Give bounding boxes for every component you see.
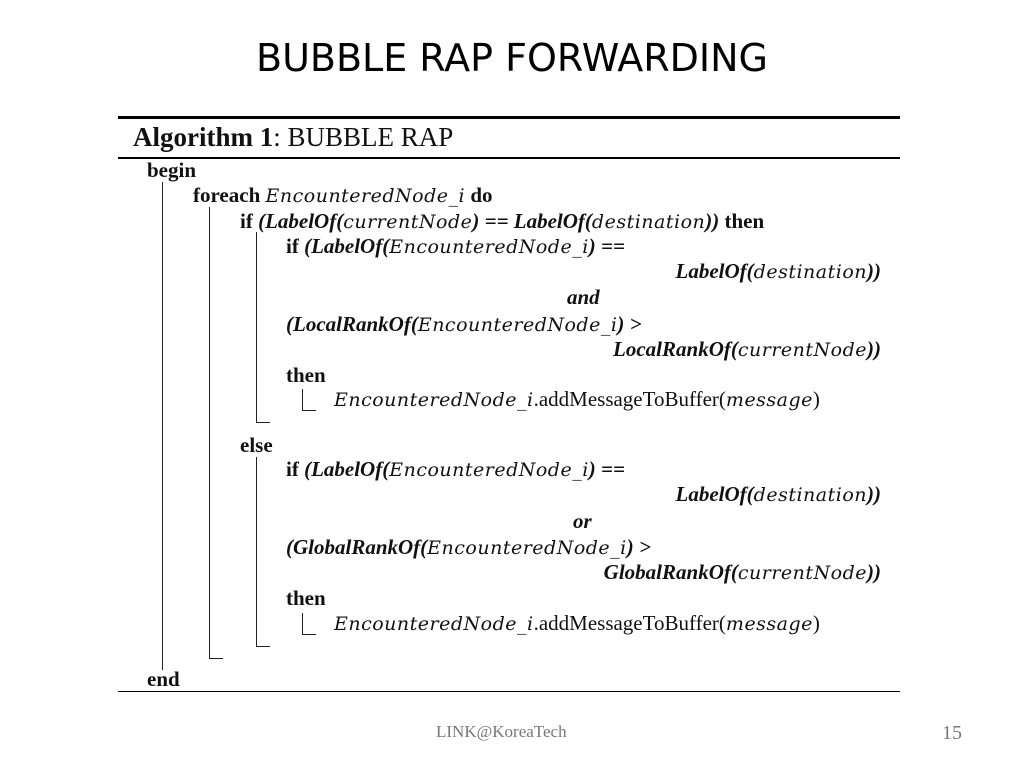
foreach-block-line — [209, 207, 210, 658]
cond-part: LocalRankOf( — [613, 337, 738, 361]
line-then-2 — [286, 586, 326, 610]
cond-part: ) == — [588, 234, 625, 258]
algorithm-colon: : — [273, 122, 281, 152]
kw-end: end — [147, 667, 180, 691]
line-globalrank-current — [604, 560, 881, 585]
var-encountered-node: EncounteredNode_i — [334, 613, 534, 635]
kw-else: else — [240, 433, 273, 457]
kw-if: if — [286, 234, 299, 258]
cond-part: (LabelOf( — [304, 234, 390, 258]
algorithm-label: Algorithm 1 — [133, 122, 274, 152]
var-current-node: currentNode — [343, 211, 473, 233]
kw-foreach: foreach — [193, 183, 261, 207]
inner-then-1-end — [302, 410, 316, 411]
kw-begin: begin — [147, 158, 197, 182]
cond-part: (LabelOf( — [304, 457, 390, 481]
var-message: message — [725, 613, 813, 635]
cond-part: (GlobalRankOf( — [286, 535, 428, 559]
inner-then-2-end — [302, 634, 316, 635]
line-inner-if-1 — [286, 234, 625, 259]
kw-then: then — [286, 586, 326, 610]
else-block-end — [256, 646, 270, 647]
algorithm-header-rule — [118, 157, 900, 159]
cond-part: LabelOf( — [675, 259, 754, 283]
cond-part: )) — [705, 209, 720, 233]
inner-then-2-line — [302, 613, 303, 634]
cond-part: ) == — [588, 457, 625, 481]
var-encountered-node: EncounteredNode_i — [334, 389, 534, 411]
foreach-block-end — [209, 658, 223, 659]
cond-part: LabelOf( — [675, 482, 754, 506]
algorithm-bottom-rule — [118, 691, 900, 692]
line-globalrank-encountered — [286, 535, 651, 560]
line-localrank-encountered — [286, 312, 642, 337]
inner-then-1-line — [302, 389, 303, 410]
cond-part: ) > — [617, 312, 642, 336]
var-encountered-node: EncounteredNode_i — [265, 185, 466, 207]
line-else — [240, 433, 273, 457]
slide-title: BUBBLE RAP FORWARDING — [256, 36, 768, 80]
var-current-node: currentNode — [737, 562, 867, 584]
var-encountered-node: EncounteredNode_i — [389, 459, 589, 481]
line-localrank-current — [613, 337, 881, 362]
kw-do: do — [470, 183, 493, 207]
var-current-node: currentNode — [737, 339, 867, 361]
var-destination: destination — [591, 211, 706, 233]
line-if-label-current — [240, 209, 764, 234]
then-block-line — [256, 232, 257, 422]
kw-then: then — [724, 209, 765, 233]
kw-then: then — [286, 363, 326, 387]
algorithm-header — [133, 119, 453, 155]
op-or: or — [573, 509, 592, 533]
line-add-message-2 — [334, 611, 820, 636]
footer-text: LINK@KoreaTech — [436, 722, 567, 741]
op-and: and — [567, 285, 600, 309]
then-block-end — [256, 422, 270, 423]
else-block-line — [256, 457, 257, 646]
algorithm-name: BUBBLE RAP — [287, 122, 454, 152]
kw-if: if — [286, 457, 299, 481]
kw-if: if — [240, 209, 253, 233]
cond-part: ) > — [626, 535, 651, 559]
method-add-message: .addMessageToBuffer( — [533, 611, 726, 635]
method-add-message: .addMessageToBuffer( — [533, 387, 726, 411]
page-number: 15 — [942, 722, 962, 744]
line-or — [573, 509, 592, 533]
line-labelof-destination-1 — [676, 259, 881, 284]
var-destination: destination — [753, 261, 867, 283]
line-foreach — [193, 183, 493, 208]
cond-part: (LocalRankOf( — [286, 312, 418, 336]
cond-part: ) == LabelOf( — [472, 209, 592, 233]
cond-part: GlobalRankOf( — [603, 560, 738, 584]
cond-part: (LabelOf( — [258, 209, 344, 233]
line-add-message-1 — [334, 387, 820, 412]
line-and — [567, 285, 600, 309]
var-destination: destination — [753, 484, 867, 506]
cond-part: )) — [867, 337, 881, 361]
var-encountered-node: EncounteredNode_i — [389, 236, 589, 258]
cond-part: )) — [867, 259, 881, 283]
line-begin — [147, 158, 196, 182]
paren-close: ) — [812, 387, 820, 411]
begin-block-line — [162, 182, 163, 670]
line-end — [147, 667, 180, 691]
line-then-1 — [286, 363, 326, 387]
var-message: message — [725, 389, 813, 411]
var-encountered-node: EncounteredNode_i — [427, 537, 627, 559]
line-labelof-destination-2 — [676, 482, 881, 507]
paren-close: ) — [812, 611, 820, 635]
var-encountered-node: EncounteredNode_i — [417, 314, 618, 336]
cond-part: )) — [867, 560, 881, 584]
cond-part: )) — [867, 482, 881, 506]
line-inner-if-2 — [286, 457, 625, 482]
